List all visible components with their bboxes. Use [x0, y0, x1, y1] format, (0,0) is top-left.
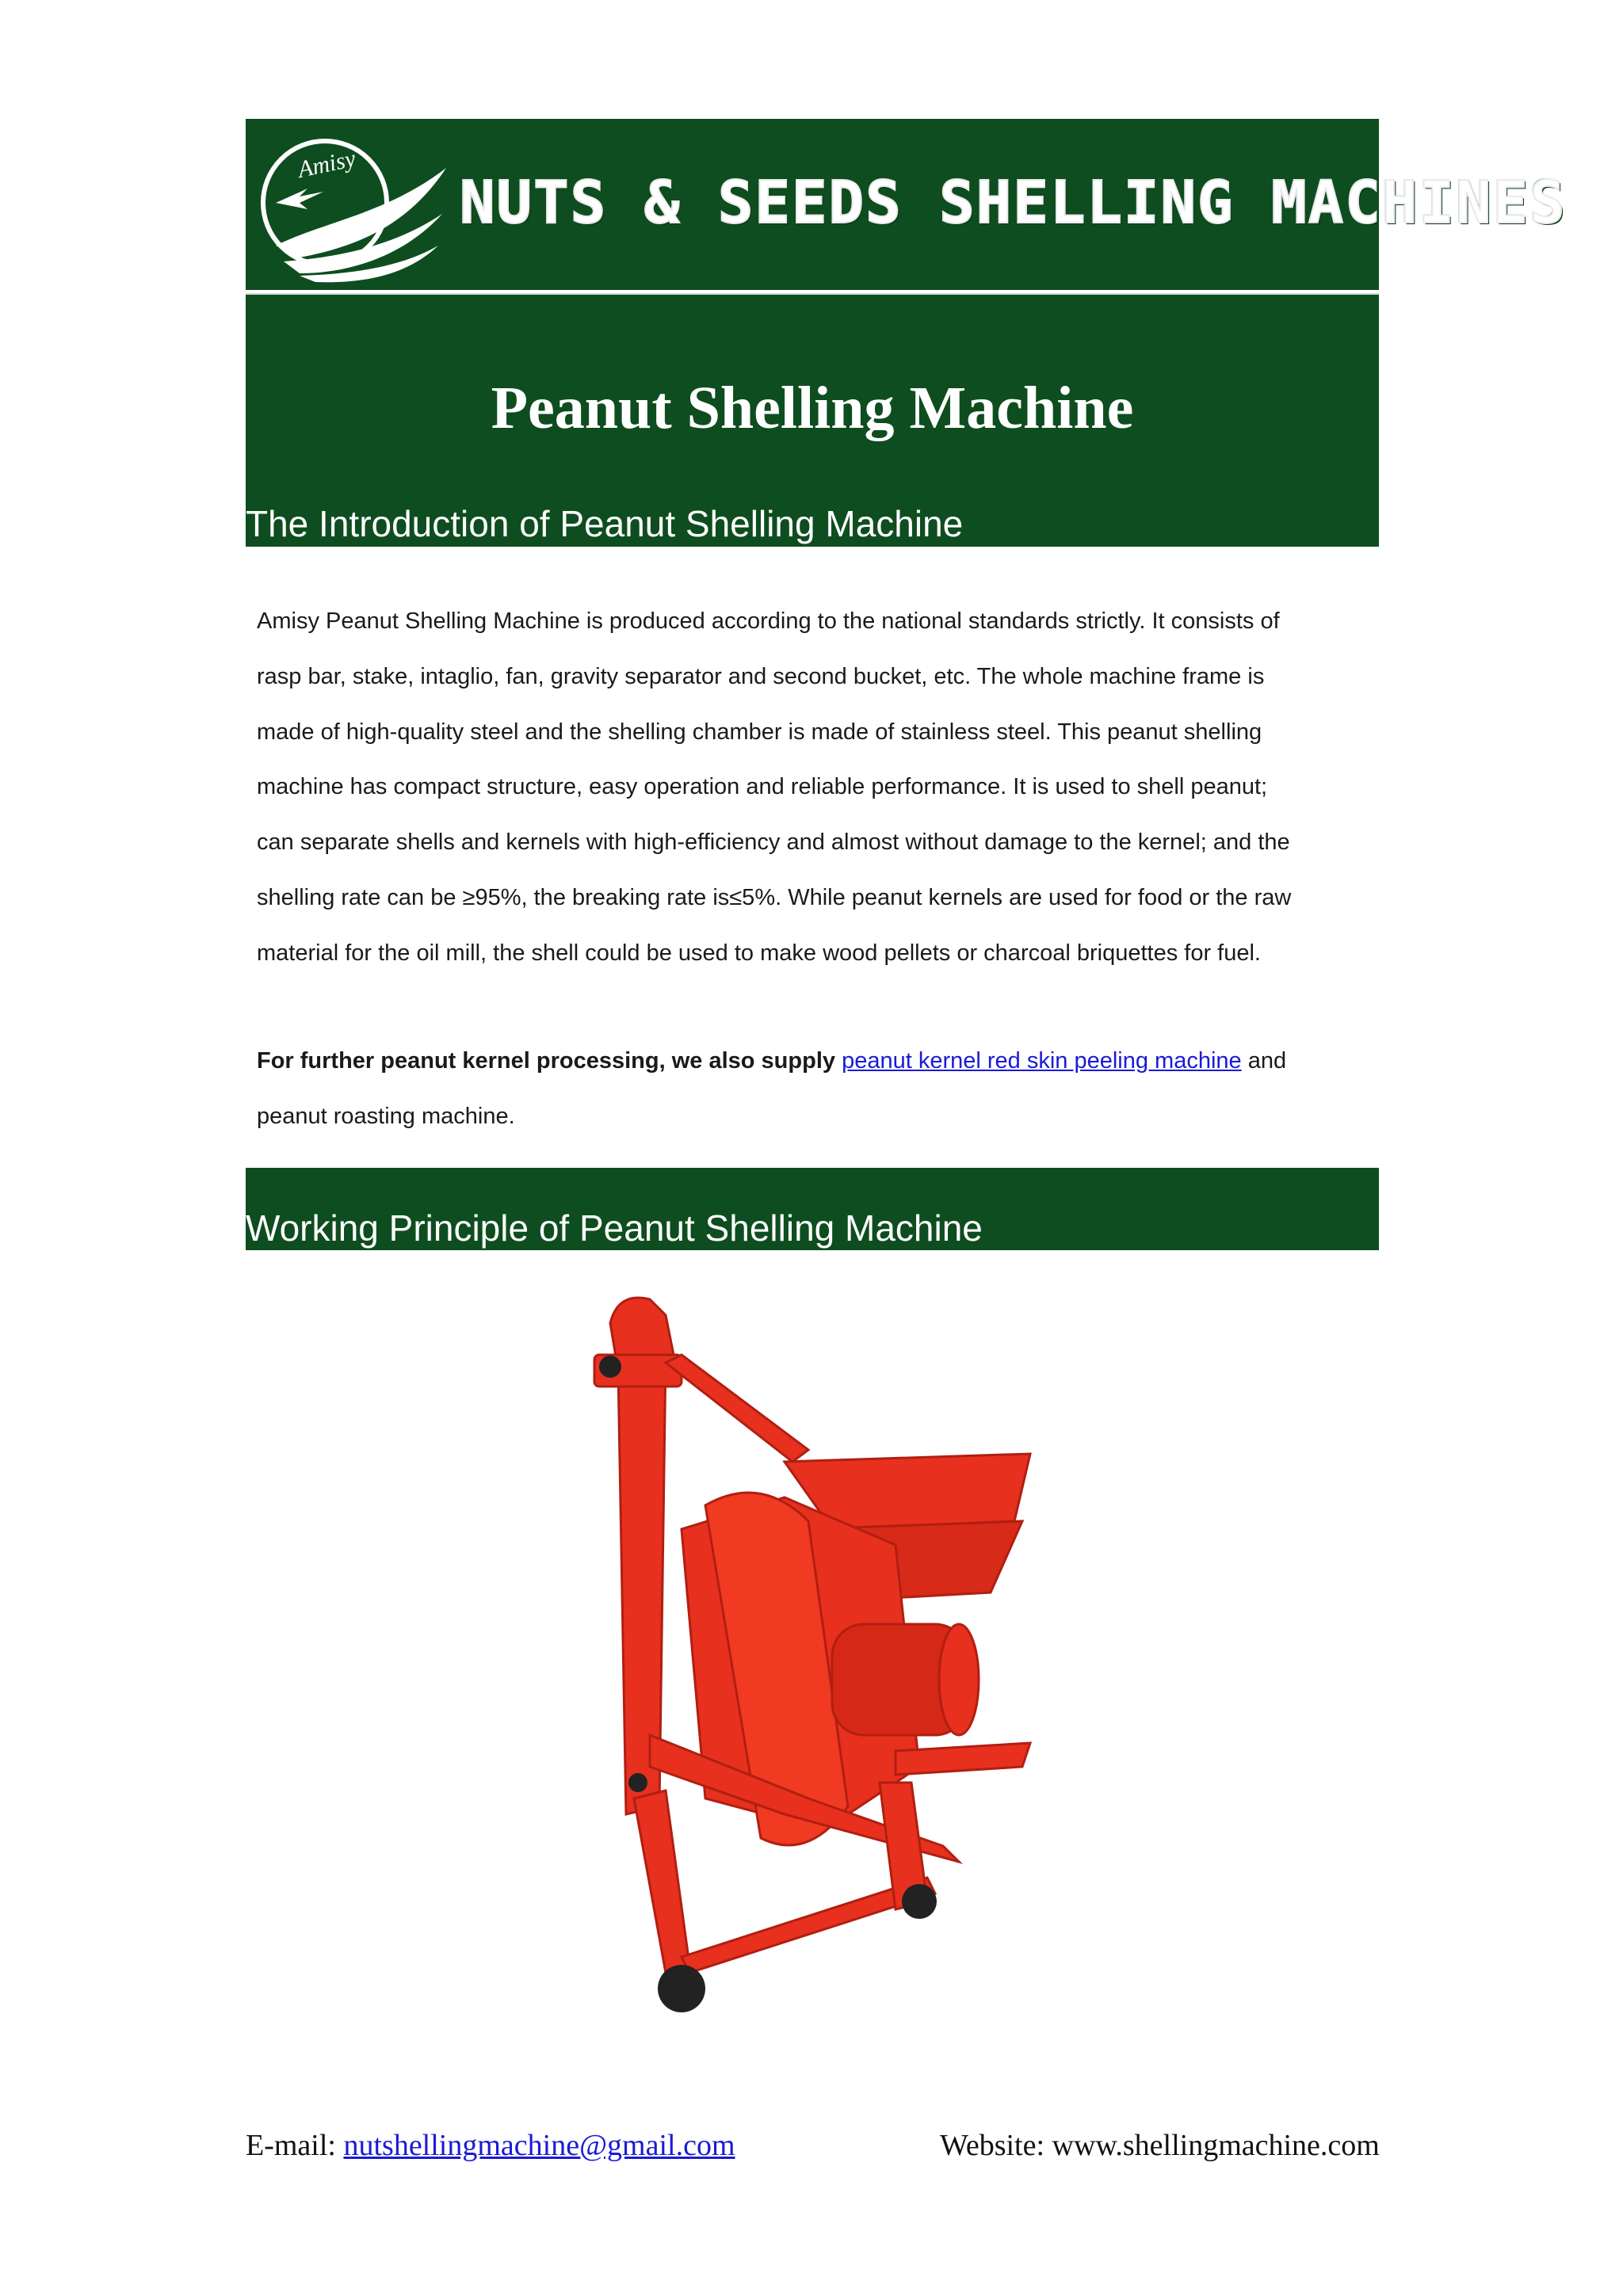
red-skin-peeling-link[interactable]: peanut kernel red skin peeling machine	[842, 1048, 1242, 1074]
intro-heading: The Introduction of Peanut Shelling Machine	[246, 503, 964, 544]
intro-line: Amisy Peanut Shelling Machine is produced according to the national standards strictly. It consists of	[257, 608, 1280, 634]
working-principle-heading: Working Principle of Peanut Shelling Machine	[246, 1207, 983, 1249]
intro-paragraph	[257, 594, 1382, 982]
intro-line: shelling rate can be ≥95%, the breaking rate is≤5%. While peanut kernels are used for food or the raw	[257, 884, 1292, 910]
further-bold-text: For further peanut kernel processing, we also supply	[257, 1048, 835, 1074]
peanut-shelling-machine-image	[547, 1291, 1062, 2028]
intro-line: material for the oil mill, the shell could be used to make wood pellets or charcoal briquettes for fuel.	[257, 940, 1261, 966]
footer-website: Website: www.shellingmachine.com	[940, 2129, 1380, 2162]
amisy-logo	[252, 127, 449, 285]
svg-text:Amisy: Amisy	[296, 145, 358, 184]
intro-line: can separate shells and kernels with high-efficiency and almost without damage to the kernel; and the	[257, 830, 1290, 856]
header-banner	[246, 119, 1567, 290]
intro-line: made of high-quality steel and the shelling chamber is made of stainless steel. This peanut shelling	[257, 719, 1262, 745]
page-title: Peanut Shelling Machine	[491, 375, 1134, 441]
email-label: E-mail:	[246, 2129, 336, 2162]
intro-line: machine has compact structure, easy operation and reliable performance. It is used to shell peanut;	[257, 774, 1268, 800]
further-after: and	[1247, 1048, 1287, 1074]
further-line2: peanut roasting machine.	[257, 1103, 515, 1129]
banner-title: NUTS & SEEDS SHELLING MACHINES	[460, 169, 1567, 237]
footer-email	[246, 2128, 735, 2163]
intro-line: rasp bar, stake, intaglio, fan, gravity separator and second bucket, etc. The whole machine frame is	[257, 663, 1265, 689]
email-link[interactable]: nutshellingmachine@gmail.com	[343, 2129, 735, 2162]
further-paragraph	[257, 1034, 1382, 1145]
